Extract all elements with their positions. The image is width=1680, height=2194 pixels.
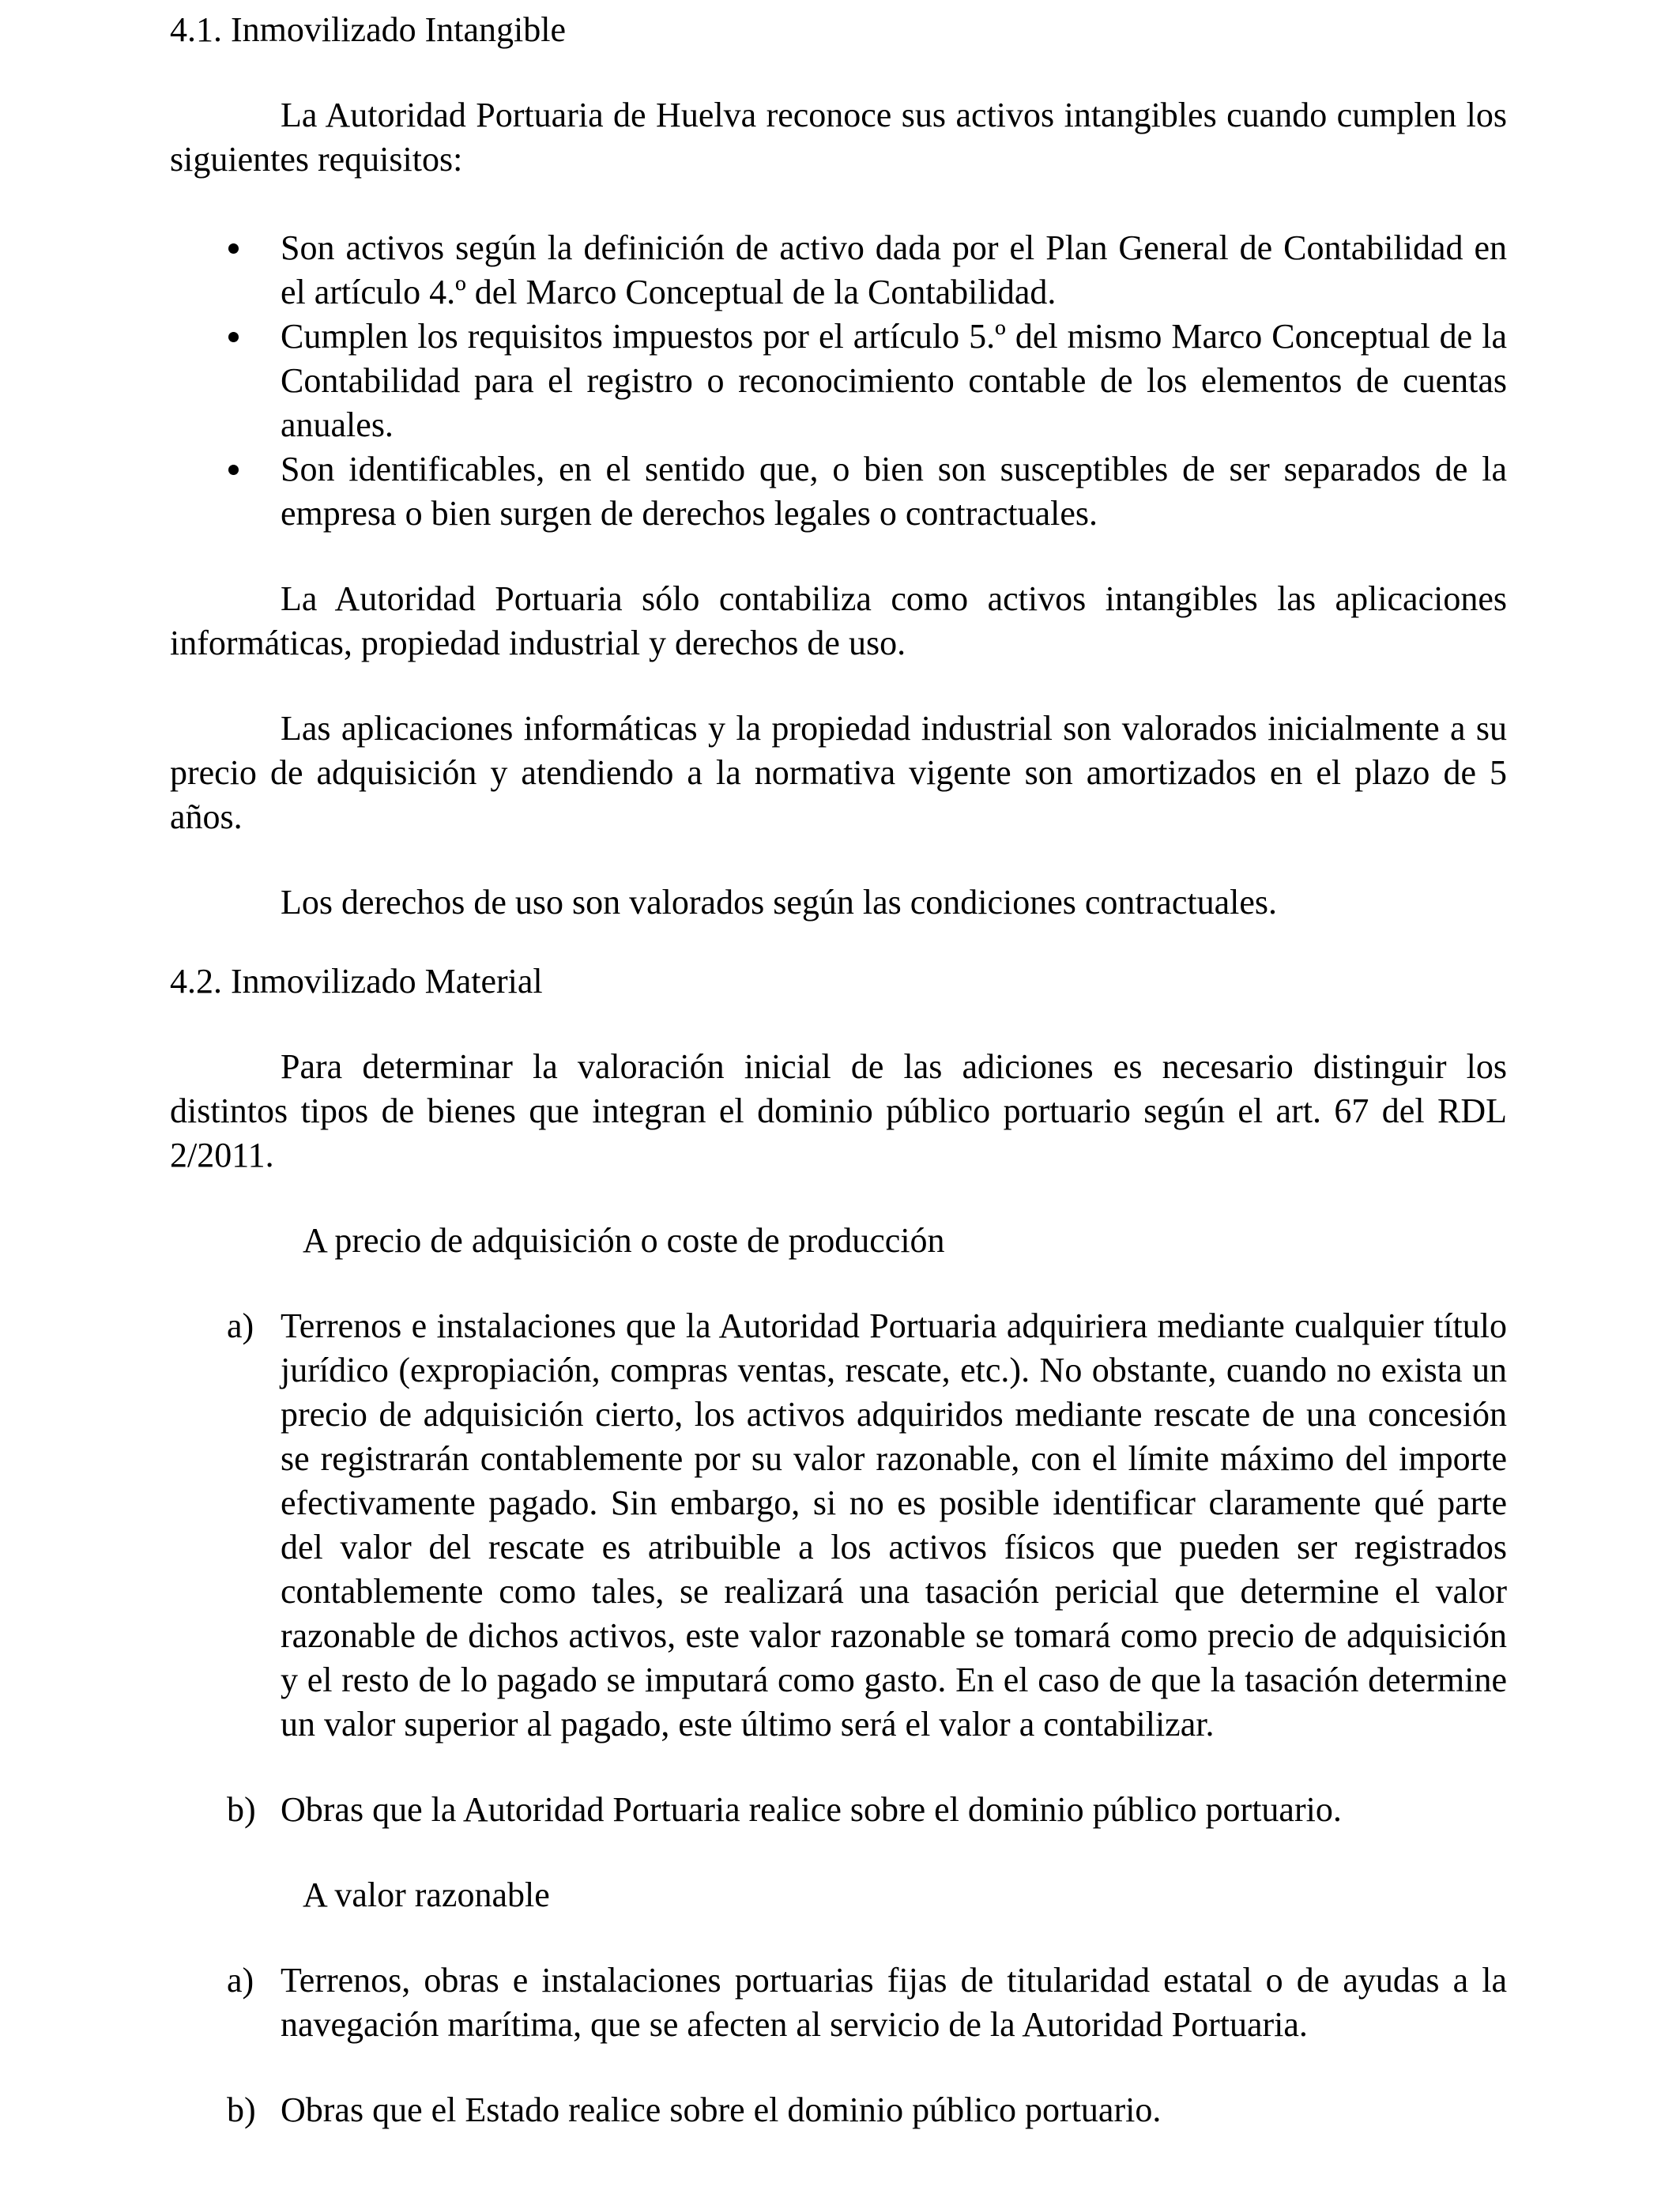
bullet-icon — [228, 465, 239, 475]
list-item — [170, 1958, 1507, 2047]
fair-value-list — [170, 1958, 1507, 2132]
list-marker: a) — [227, 1306, 254, 1345]
list-item-text: Son activos según la definición de activo dada por el Plan General de Contabilidad en el artículo 4.º del Marco Conceptual de la Contabilidad. — [281, 228, 1507, 311]
intangible-intro-paragraph: La Autoridad Portuaria de Huelva reconoce sus activos intangibles cuando cumplen los siguientes requisitos: — [170, 96, 1507, 179]
section-heading-intangible: 4.1. Inmovilizado Intangible — [170, 10, 566, 49]
intangible-requirements-list — [170, 226, 1507, 536]
material-intro-paragraph: Para determinar la valoración inicial de las adiciones es necesario distinguir los distintos tipos de bienes que integran el dominio público portuario según el art. 67 del RDL 2/2011. — [170, 1047, 1507, 1174]
list-item-text: Terrenos e instalaciones que la Autoridad Portuaria adquiriera mediante cualquier título jurídico (expropiación, compras ventas, rescate, etc.). No obstante, cuando no exista un precio de adquisición cierto, los activos adquiridos mediante rescate de una concesión se registrarán contablemente por su valor razonable, con el límite máximo del importe efectivamente pagado. Sin embargo, si no es posible identificar claramente qué parte del valor del rescate es atribuible a los activos físicos que pueden ser registrados contablemente como tales, se realizará una tasación pericial que determine el valor razonable de dichos activos, este valor razonable se tomará como precio de adquisición y el resto de lo pagado se imputará como gasto. En el caso de que la tasación determine un valor superior al pagado, este último será el valor a contabilizar. — [281, 1306, 1507, 1744]
list-item — [170, 315, 1507, 447]
list-item-text: Son identificables, en el sentido que, o bien son susceptibles de ser separados de la empresa o bien surgen de derechos legales o contractuales. — [281, 450, 1507, 533]
intangible-scope-paragraph: La Autoridad Portuaria sólo contabiliza como activos intangibles las aplicaciones informáticas, propiedad industrial y derechos de uso. — [170, 579, 1507, 662]
list-item-text: Obras que el Estado realice sobre el dominio público portuario. — [281, 2090, 1162, 2129]
list-marker: b) — [227, 1790, 256, 1829]
bullet-icon — [228, 332, 239, 342]
acquisition-cost-list — [170, 1304, 1507, 1832]
list-item — [170, 2088, 1507, 2132]
list-item-text: Cumplen los requisitos impuestos por el artículo 5.º del mismo Marco Conceptual de la Contabilidad para el registro o reconocimiento contable de los elementos de cuentas anuales. — [281, 317, 1507, 444]
bullet-icon — [228, 243, 239, 254]
list-item — [170, 1788, 1507, 1832]
list-item — [170, 226, 1507, 315]
document-page — [170, 8, 1507, 2132]
intangible-valuation-paragraph: Las aplicaciones informáticas y la propiedad industrial son valorados inicialmente a su precio de adquisición y atendiendo a la normativa vigente son amortizados en el plazo de 5 años. — [170, 709, 1507, 836]
list-marker: b) — [227, 2090, 256, 2129]
subheading-fair-value: A valor razonable — [303, 1875, 550, 1914]
subheading-acquisition-cost: A precio de adquisición o coste de producción — [303, 1221, 945, 1260]
list-item-text: Terrenos, obras e instalaciones portuarias fijas de titularidad estatal o de ayudas a la navegación marítima, que se afecten al servicio de la Autoridad Portuaria. — [281, 1961, 1507, 2044]
list-item — [170, 447, 1507, 536]
list-marker: a) — [227, 1961, 254, 2000]
list-item — [170, 1304, 1507, 1747]
intangible-rights-paragraph: Los derechos de uso son valorados según las condiciones contractuales. — [281, 883, 1277, 922]
section-heading-material: 4.2. Inmovilizado Material — [170, 962, 543, 1001]
list-item-text: Obras que la Autoridad Portuaria realice sobre el dominio público portuario. — [281, 1790, 1342, 1829]
